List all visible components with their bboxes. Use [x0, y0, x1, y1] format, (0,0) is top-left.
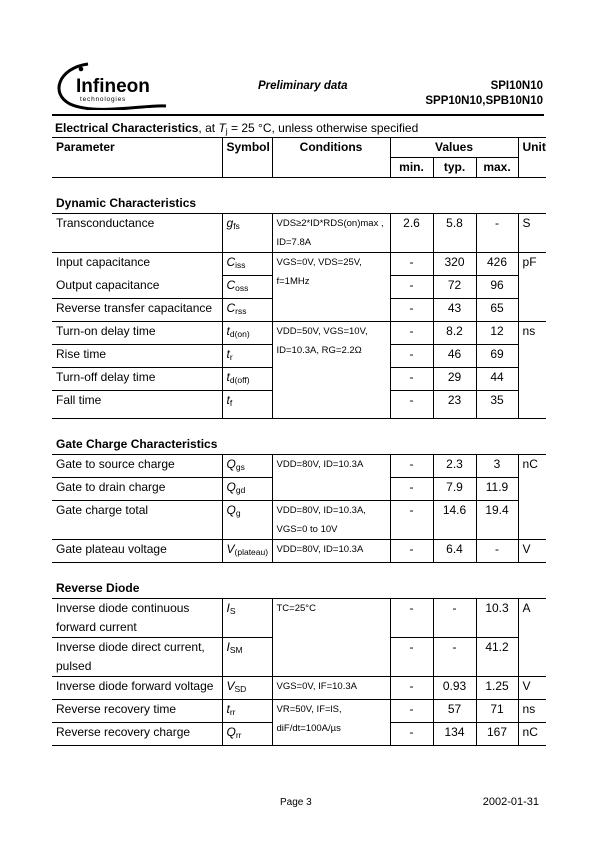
- page-number: Page 3: [280, 797, 312, 808]
- infineon-logo: [48, 60, 168, 110]
- symbol: $I_S$: [222, 599, 272, 638]
- unit: S: [518, 214, 546, 253]
- max: 10.3: [476, 599, 518, 638]
- max: 71: [476, 700, 518, 723]
- symbol: $Q_{gd}$: [222, 478, 272, 501]
- typ: 46: [433, 345, 476, 368]
- max: 41.2: [476, 638, 518, 677]
- section-title: Reverse Diode: [52, 563, 546, 599]
- param: Inverse diode forward voltage: [52, 677, 222, 700]
- min: -: [390, 478, 433, 501]
- typ: 134: [433, 723, 476, 746]
- section-gate: [52, 419, 546, 455]
- symbol: $t_{d(off)}$: [222, 368, 272, 391]
- logo-wordmark: Infineon: [76, 76, 150, 97]
- min: -: [390, 540, 433, 563]
- table-row-qgs: [52, 455, 546, 478]
- max: 11.9: [476, 478, 518, 501]
- typ: 7.9: [433, 478, 476, 501]
- unit: nC: [518, 455, 546, 540]
- electrical-characteristics-table: [52, 137, 546, 746]
- table-row-ciss: [52, 253, 546, 276]
- conditions: VGS=0V, IF=10.3A: [272, 677, 390, 700]
- min: -: [390, 501, 433, 540]
- param: Turn-off delay time: [52, 368, 222, 391]
- max: 96: [476, 276, 518, 299]
- preliminary-label: Preliminary data: [258, 80, 348, 92]
- table-caption: [55, 121, 418, 136]
- typ: 0.93: [433, 677, 476, 700]
- min: -: [390, 299, 433, 322]
- conditions: VDS≥2*ID*RDS(on)max , ID=7.8A: [272, 214, 390, 253]
- unit: V: [518, 677, 546, 700]
- param: Reverse recovery charge: [52, 723, 222, 746]
- max: 167: [476, 723, 518, 746]
- caption-tj-sub: j: [225, 126, 228, 136]
- symbol: $V_{SD}$: [222, 677, 272, 700]
- table-row-vplateau: [52, 540, 546, 563]
- max: 69: [476, 345, 518, 368]
- unit: A: [518, 599, 546, 677]
- section-diode: [52, 563, 546, 599]
- document-date: 2002-01-31: [482, 796, 539, 808]
- typ: 14.6: [433, 501, 476, 540]
- symbol: $g_{fs}$: [222, 214, 272, 253]
- unit: pF: [518, 253, 546, 322]
- typ: 5.8: [433, 214, 476, 253]
- typ: 29: [433, 368, 476, 391]
- min: -: [390, 391, 433, 419]
- typ: 6.4: [433, 540, 476, 563]
- part-number-line2: SPP10N10,SPB10N10: [425, 95, 543, 107]
- symbol: $Q_g$: [222, 501, 272, 540]
- min: -: [390, 253, 433, 276]
- min: -: [390, 723, 433, 746]
- param: Gate charge total: [52, 501, 222, 540]
- min: -: [390, 322, 433, 345]
- header-rule: [52, 114, 544, 116]
- typ: 72: [433, 276, 476, 299]
- conditions: VGS=0V, VDS=25V, f=1MHz: [272, 253, 390, 322]
- header-unit: Unit: [518, 138, 546, 178]
- header-min: min.: [390, 158, 433, 178]
- symbol: $t_f$: [222, 391, 272, 419]
- header-conditions: Conditions: [272, 138, 390, 178]
- symbol: $C_{rss}$: [222, 299, 272, 322]
- symbol: $Q_{rr}$: [222, 723, 272, 746]
- param: Inverse diode direct current, pulsed: [52, 638, 222, 677]
- symbol: $t_{rr}$: [222, 700, 272, 723]
- header-values: Values: [390, 138, 518, 158]
- param: Output capacitance: [52, 276, 222, 299]
- param: Gate to source charge: [52, 455, 222, 478]
- typ: -: [433, 599, 476, 638]
- typ: 43: [433, 299, 476, 322]
- symbol: $t_{d(on)}$: [222, 322, 272, 345]
- param: Rise time: [52, 345, 222, 368]
- min: -: [390, 599, 433, 638]
- symbol: $I_{SM}$: [222, 638, 272, 677]
- part-number-line1: SPI10N10: [490, 80, 543, 92]
- section-dynamic: [52, 178, 546, 214]
- typ: 57: [433, 700, 476, 723]
- header-typ: typ.: [433, 158, 476, 178]
- param: Gate to drain charge: [52, 478, 222, 501]
- max: 1.25: [476, 677, 518, 700]
- max: -: [476, 214, 518, 253]
- symbol: $t_r$: [222, 345, 272, 368]
- param: Input capacitance: [52, 253, 222, 276]
- typ: 23: [433, 391, 476, 419]
- max: 12: [476, 322, 518, 345]
- caption-tj: T: [218, 121, 226, 135]
- symbol: $C_{iss}$: [222, 253, 272, 276]
- min: -: [390, 368, 433, 391]
- max: 65: [476, 299, 518, 322]
- unit: ns: [518, 322, 546, 419]
- conditions: VR=50V, IF=lS, diF/dt=100A/µs: [272, 700, 390, 746]
- table-row-gfs: [52, 214, 546, 253]
- max: 19.4: [476, 501, 518, 540]
- param: Turn-on delay time: [52, 322, 222, 345]
- min: -: [390, 276, 433, 299]
- param: Reverse recovery time: [52, 700, 222, 723]
- table-row-vsd: [52, 677, 546, 700]
- conditions: VDD=50V, VGS=10V, ID=10.3A, RG=2.2Ω: [272, 322, 390, 419]
- typ: 320: [433, 253, 476, 276]
- param: Reverse transfer capacitance: [52, 299, 222, 322]
- param: Fall time: [52, 391, 222, 419]
- conditions: VDD=80V, ID=10.3A, VGS=0 to 10V: [272, 501, 390, 540]
- conditions: VDD=80V, ID=10.3A: [272, 455, 390, 501]
- max: 44: [476, 368, 518, 391]
- table-row-trr: [52, 700, 546, 723]
- header-max: max.: [476, 158, 518, 178]
- max: 35: [476, 391, 518, 419]
- min: -: [390, 638, 433, 677]
- min: 2.6: [390, 214, 433, 253]
- max: 3: [476, 455, 518, 478]
- header-parameter: Parameter: [52, 138, 222, 178]
- unit: nC: [518, 723, 546, 746]
- table-row-is: [52, 599, 546, 638]
- logo-subtext: technologies: [80, 96, 127, 103]
- unit: ns: [518, 700, 546, 723]
- typ: 2.3: [433, 455, 476, 478]
- min: -: [390, 345, 433, 368]
- symbol: $Q_{gs}$: [222, 455, 272, 478]
- symbol: $V_{(plateau)}$: [222, 540, 272, 563]
- caption-bold: Electrical Characteristics: [55, 121, 199, 135]
- typ: 8.2: [433, 322, 476, 345]
- table-header-row: [52, 138, 546, 158]
- table-row-tdon: [52, 322, 546, 345]
- min: -: [390, 700, 433, 723]
- conditions: VDD=80V, ID=10.3A: [272, 540, 390, 563]
- caption-prefix: , at: [198, 121, 219, 135]
- header-symbol: Symbol: [222, 138, 272, 178]
- symbol: $C_{oss}$: [222, 276, 272, 299]
- section-title: Dynamic Characteristics: [52, 178, 546, 214]
- max: 426: [476, 253, 518, 276]
- param: Transconductance: [52, 214, 222, 253]
- unit: V: [518, 540, 546, 563]
- min: -: [390, 677, 433, 700]
- typ: -: [433, 638, 476, 677]
- max: -: [476, 540, 518, 563]
- param: Inverse diode continuous forward current: [52, 599, 222, 638]
- conditions: TC=25°C: [272, 599, 390, 677]
- caption-suffix: = 25 °C, unless otherwise specified: [227, 121, 419, 135]
- table-row-qg: [52, 501, 546, 540]
- param: Gate plateau voltage: [52, 540, 222, 563]
- min: -: [390, 455, 433, 478]
- section-title: Gate Charge Characteristics: [52, 419, 546, 455]
